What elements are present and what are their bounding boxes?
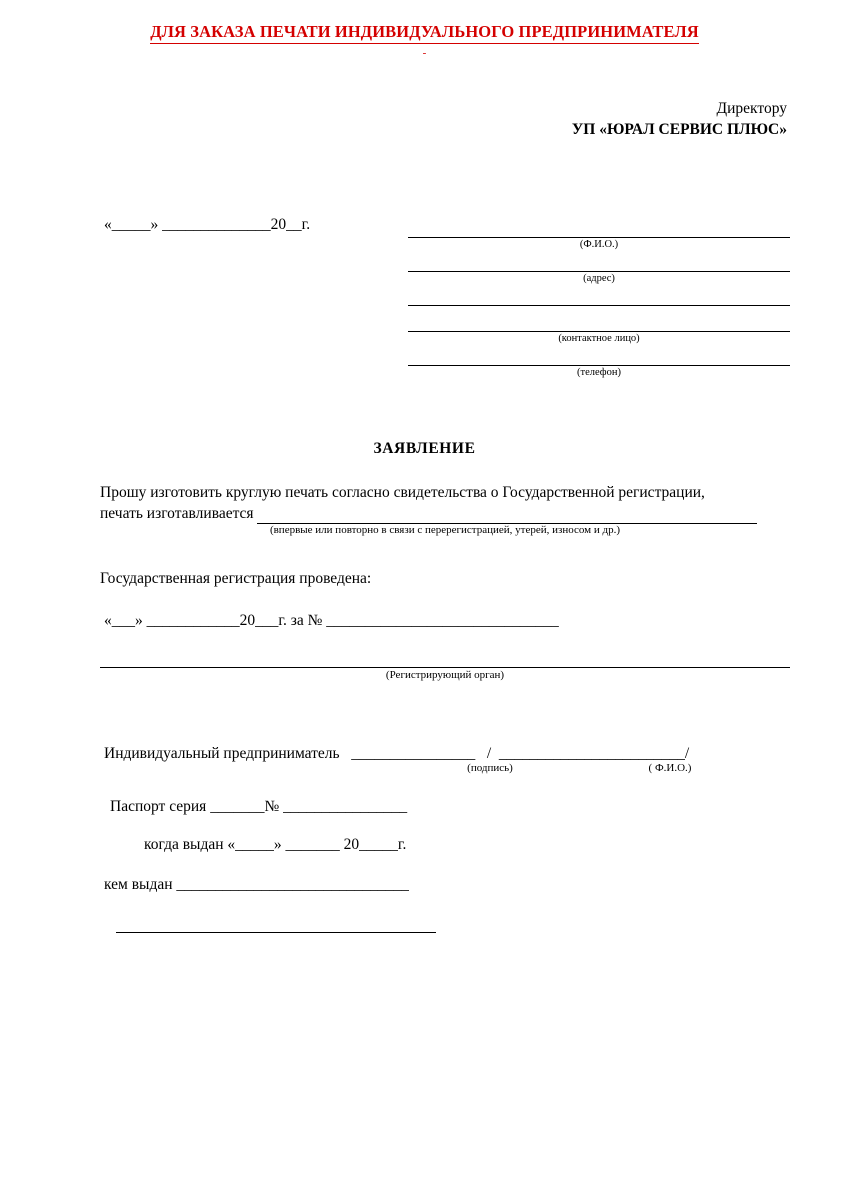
fio-input-rule[interactable]	[408, 224, 790, 238]
signature-input-line[interactable]: ________________	[351, 745, 476, 762]
reason-input-rule[interactable]	[257, 509, 757, 524]
registration-label: Государственная регистрация проведена:	[100, 570, 372, 587]
address-caption: (адрес)	[583, 273, 615, 284]
passport-series-field[interactable]: Паспорт серия _______№ ________________	[110, 798, 408, 815]
signature-fio-input-line[interactable]: ________________________	[498, 745, 685, 762]
addressee-organization: УП «ЮРАЛ СЕРВИС ПЛЮС»	[571, 121, 787, 138]
registration-date-field[interactable]: «___» ____________20___г. за № ______________________________	[104, 612, 559, 629]
reason-caption: (впервые или повторно в связи с перерегистрацией, утерей, износом и др.)	[269, 524, 621, 536]
passport-issuer-field[interactable]: кем выдан ______________________________	[104, 876, 409, 893]
header-tail-mark: -	[422, 47, 427, 59]
signature-slash-right: /	[684, 745, 690, 762]
address-field-row[interactable]	[408, 258, 790, 292]
signature-slash-left: /	[486, 745, 492, 762]
applicant-details-block	[408, 224, 790, 386]
signature-row	[104, 745, 689, 763]
registration-authority-rule[interactable]	[100, 655, 790, 668]
statement-line-1: Прошу изготовить круглую печать согласно свидетельства о Государственной регистрации,	[100, 484, 705, 501]
section-title-statement: ЗАЯВЛЕНИЕ	[373, 440, 476, 457]
address-input-rule[interactable]	[408, 258, 790, 272]
document-header	[0, 22, 849, 58]
statement-body	[100, 482, 790, 524]
addressee-block	[572, 98, 787, 140]
address-extra-row[interactable]	[408, 292, 790, 318]
signature-caption: (подпись)	[467, 762, 513, 774]
document-date-field[interactable]: «_____» ______________20__г.	[104, 216, 311, 233]
page-title: ДЛЯ ЗАКАЗА ПЕЧАТИ ИНДИВИДУАЛЬНОГО ПРЕДПРИНИМАТЕЛЯ	[150, 22, 699, 44]
passport-issuer-extra-rule[interactable]	[116, 920, 436, 933]
address-extra-rule[interactable]	[408, 292, 790, 306]
phone-caption: (телефон)	[577, 367, 621, 378]
fio-field-row[interactable]	[408, 224, 790, 258]
contact-field-row[interactable]	[408, 318, 790, 352]
registration-authority-caption: (Регистрирующий орган)	[385, 669, 505, 681]
contact-input-rule[interactable]	[408, 318, 790, 332]
addressee-role: Директору	[716, 100, 787, 117]
signature-label: Индивидуальный предприниматель	[104, 745, 340, 762]
statement-line-2-prefix: печать изготавливается	[100, 505, 254, 522]
fio-caption: (Ф.И.О.)	[579, 239, 619, 250]
signature-fio-caption: ( Ф.И.О.)	[648, 762, 692, 774]
contact-caption: (контактное лицо)	[558, 333, 640, 344]
passport-issue-date-field[interactable]: когда выдан «_____» _______ 20_____г.	[144, 836, 407, 853]
phone-field-row[interactable]	[408, 352, 790, 386]
phone-input-rule[interactable]	[408, 352, 790, 366]
